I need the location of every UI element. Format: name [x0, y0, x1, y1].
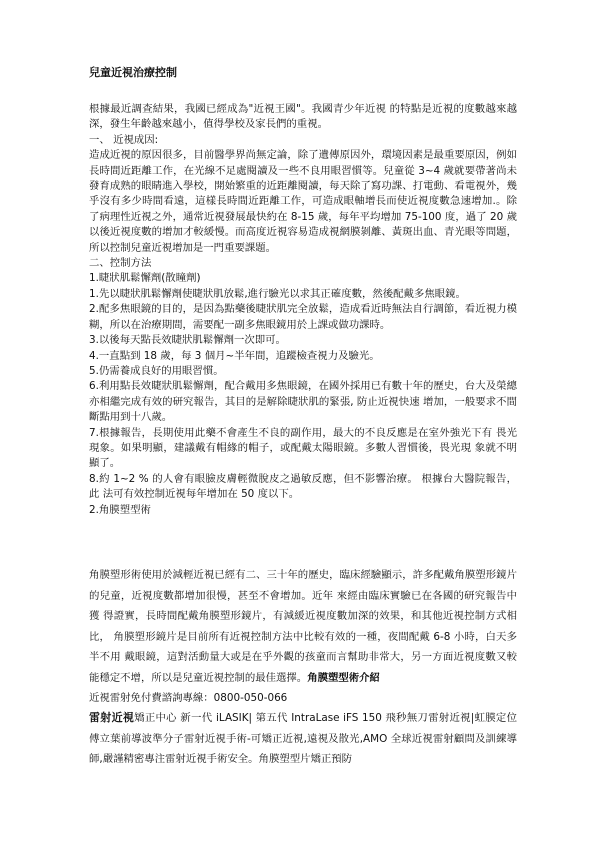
hotline-text: 近視雷射免付費諮詢專線：0800-050-066	[89, 692, 288, 704]
page-title: 兒童近視治療控制	[89, 66, 177, 79]
paragraph-intro: 根據最近調查結果，我國已經成為"近視王國"。我國青少年近視 的特點是近視的度數越來越深，發生年齡越來越小，值得學校及家長們的重視。	[89, 103, 517, 131]
paragraph-causes: 造成近視的原因很多，目前醫學界尚無定論，除了遺傳原因外，環境因素是最重要原因，例如 長時間近距離工作，在光線不足處閱讀及一些不良用眼習慣等。兒童從 3~4 歲就要帶著尚未發育成熟的眼睛進入學校，開始繁重的近距離閱讀，每天除了寫功課、打電動、看電視外，幾乎沒有多少時間看遠，這樣長時間近距離工作，可造成眼軸增長而使近視度數急速增加.。除了病理性近視之外，通常近視發展最快約在 8-15 歲，每年平均增加 75-100 度，過了 20 歲以後近視度數的增加才較緩慢。而高度近視容易造成視網膜剝離、黃斑出血、青光眼等問題，所以控制兒童近視增加是一門重要課題。	[89, 149, 517, 254]
list-item: 2.配多焦眼鏡的目的，是因為點藥後睫狀肌完全放鬆，造成看近時無法自行調節，看近視力模 糊，所以在治療期間，需要配一副多焦眼鏡用於上課或做功課時。	[89, 303, 517, 331]
lasik-text: 矯正中心 新一代 iLASIK| 第五代 IntraLase iFS 150 飛秒無刀雷射近視|虹膜定位傅立葉前導波準分子雷射近視手術-可矯正近視,遠視及散光,AMO 全球近視雷射顧問及訓練導師,嚴謹精密專注雷射近視手術安全。角膜塑型片矯正預防	[89, 712, 517, 765]
list-item: 1.先以睫狀肌鬆懈劑使睫狀肌放鬆,進行驗光以求其正確度數，然後配戴多焦眼鏡。	[89, 287, 466, 300]
heading-methods: 二、控制方法	[89, 257, 152, 270]
ortho-k-text: 角膜塑形術使用於減輕近視已經有二、三十年的歷史，臨床經驗顯示，許多配戴角膜塑形鏡片 的兒童，近視度數都增加很慢，甚至不會增加。近年 來經由臨床實驗已在各國的研究報告中獲 得證實，長時間配戴角膜塑形鏡片，有減緩近視度數加深的效果，和其他近視控制方式相比， 角膜塑形鏡片是目前所有近視控制方法中比較有效的一種，夜間配戴 6-8 小時，白天多半不用 戴眼鏡，這對活動量大或是在乎外觀的孩童而言幫助非常大，另一方面近視度數又較能穩定不增，所以是兒童近視控制的最佳選擇。	[89, 569, 517, 684]
list-item: 3.以後每天點長效睫狀肌鬆懈劑一次即可。	[89, 334, 286, 347]
article-section-3	[89, 708, 517, 770]
subheading-atropine: 1.睫狀肌鬆懈劑(散瞳劑)	[89, 272, 201, 285]
article-section-1	[89, 102, 517, 518]
paragraph-ortho-k	[89, 565, 517, 688]
heading-causes: 一、 近視成因:	[89, 133, 159, 146]
list-item: 6.利用點長效睫狀肌鬆懈劑，配合戴用多焦眼鏡，在國外採用已有數十年的歷史，台大及榮總亦相繼完成有效的研究報告，其目的是解除睫狀肌的緊張, 防止近視快速 增加，一般要求不間斷點用到十八歲。	[89, 380, 517, 424]
list-item: 5.仍需養成良好的用眼習慣。	[89, 364, 224, 377]
subheading-ortho-k: 2.角膜塑型術	[89, 503, 151, 516]
paragraph-lasik	[89, 708, 517, 770]
ortho-k-link[interactable]: 角膜塑型術介紹	[307, 671, 380, 684]
list-item: 8.約 1~2 % 的人會有眼臉皮膚輕微脫皮之過敏反應，但不影響治療。 根據台大醫院報告，此 法可有效控制近視每年增加在 50 度以下。	[89, 472, 517, 501]
article-section-2	[89, 565, 517, 709]
list-item: 4.一直點到 18 歲，每 3 個月~半年間，追蹤檢查視力及驗光。	[89, 349, 380, 362]
list-item: 7.根據報告，長期使用此藥不會產生不良的副作用，最大的不良反應是在室外強光下有 畏光現象。如果明顯，建議戴有帽緣的帽子，或配戴太陽眼鏡。多數人習慣後，畏光現 象就不明顯了。	[89, 426, 517, 470]
brand-link[interactable]: 雷射近視	[89, 711, 135, 724]
